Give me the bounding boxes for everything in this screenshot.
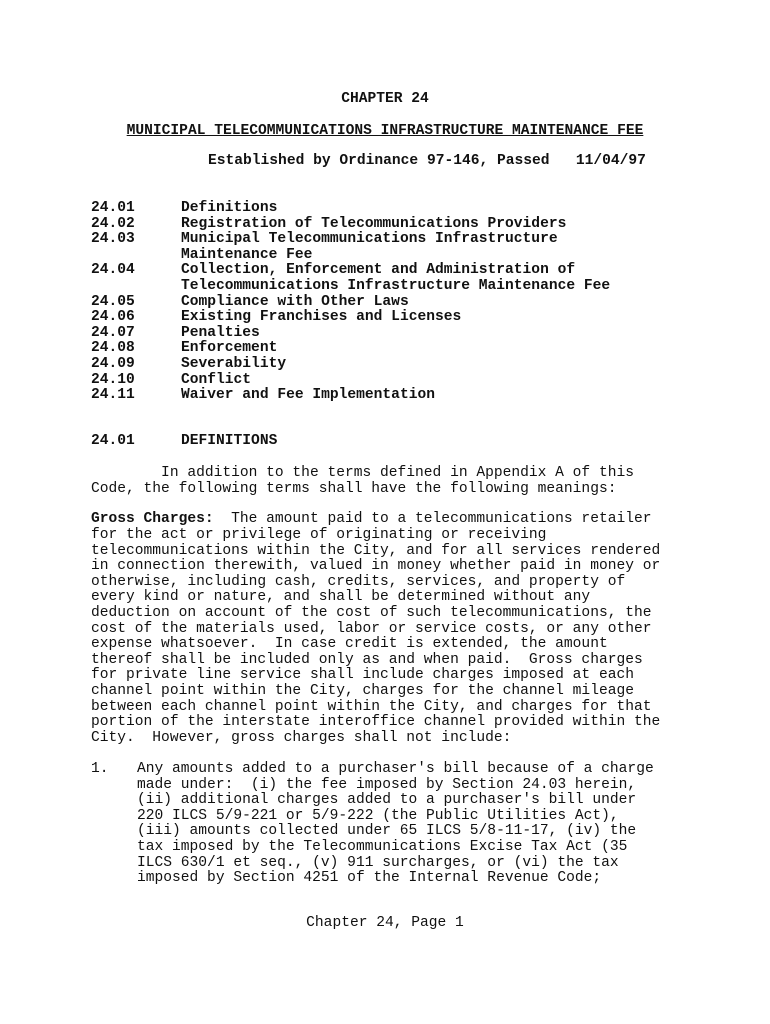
chapter-title-text: MUNICIPAL TELECOMMUNICATIONS INFRASTRUCTURE MAINTENANCE FEE — [126, 123, 644, 139]
toc-number: 24.06 — [91, 309, 135, 326]
list-marker: 1. — [91, 761, 109, 777]
toc-title: Telecommunications Infrastructure Maintenance Fee — [181, 278, 611, 294]
toc-title: Maintenance Fee — [181, 246, 313, 263]
toc-title: Compliance with Other Laws — [181, 293, 409, 310]
toc-title: Penalties — [181, 324, 260, 341]
toc-number: 24.01 — [91, 200, 135, 216]
definition-body: for the act or privilege of originating or receiving telecommunications within the City, and for all services rendered in connection therewith, valued in money whether paid in money or otherwise, including cash, credits, services, and property of every kind or nature, and shall be determined without any deduction on account of the cost of such telecommunications, the cost of the materials used, labor or service costs, or any other expense whatsoever. In case credit is extended, the amount thereof shall be included only as and when paid. Gross charges for private line service shall include charges imposed at each channel point within the City, charges for the channel mileage between each channel point within the City, and charges for that portion of the interstate interoffice channel provided within the City. However, gross charges shall not include: — [91, 527, 661, 746]
ordinance-text: Established by Ordinance 97-146, Passed — [208, 153, 550, 169]
definition-term: Gross Charges: — [91, 511, 214, 527]
toc-number: 24.08 — [91, 340, 135, 357]
toc-number: 24.04 — [91, 262, 135, 279]
toc-title: Existing Franchises and Licenses — [181, 309, 462, 326]
section-number: 24.01 — [91, 433, 135, 449]
chapter-title — [0, 124, 770, 140]
toc-number: 24.02 — [91, 215, 135, 232]
toc-title: Municipal Telecommunications Infrastructure — [181, 231, 558, 248]
toc-title: Definitions — [181, 200, 278, 216]
definition-first-text: The amount paid to a telecommunications retailer — [213, 511, 652, 527]
toc-number: 24.10 — [91, 371, 135, 388]
toc-number: 24.05 — [91, 293, 135, 310]
toc-number: 24.07 — [91, 324, 135, 341]
passed-date: 11/04/97 — [575, 153, 646, 169]
toc-title: Enforcement — [181, 340, 278, 357]
list-item-text: Any amounts added to a purchaser's bill because of a charge made under: (i) the fee imposed by Section 24.03 herein, (ii) additional charges added to a purchaser's bill under 220 ILCS 5/9-221 or 5/9-222 (the Public Utilities Act), (iii) amounts collected under 65 ILCS 5/8-11-17, (iv) the tax imposed by the Telecommunications Excise Tax Act (35 ILCS 630/1 et seq., (v) 911 surcharges, or (vi) the tax imposed by Section 4251 of the Internal Revenue Code; — [137, 761, 654, 887]
section-heading: DEFINITIONS — [181, 433, 278, 449]
page-footer: Chapter 24, Page 1 — [306, 915, 464, 931]
toc-title: Collection, Enforcement and Administration of — [181, 262, 576, 279]
toc-title: Severability — [181, 356, 287, 372]
toc-title: Waiver and Fee Implementation — [181, 387, 435, 404]
toc-number: 24.11 — [91, 387, 135, 404]
toc-number: 24.03 — [91, 231, 135, 248]
intro-paragraph: In addition to the terms defined in Appendix A of this Code, the following terms shall have the following meanings: — [91, 465, 634, 497]
ordinance-line — [208, 154, 646, 170]
toc-title: Conflict — [181, 371, 252, 388]
definition-first-line — [91, 512, 652, 528]
toc-number: 24.09 — [91, 356, 135, 372]
chapter-heading: CHAPTER 24 — [341, 91, 429, 107]
toc-title: Registration of Telecommunications Providers — [181, 215, 567, 232]
